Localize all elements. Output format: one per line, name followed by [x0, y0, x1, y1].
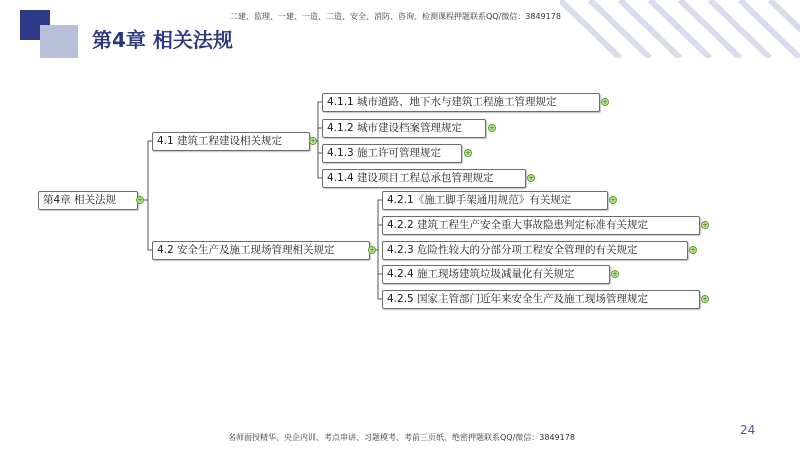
- plus-circle-icon[interactable]: +: [612, 270, 618, 278]
- mindmap-leaf-node-4-2-1[interactable]: 4.2.1《施工脚手架通用规范》有关规定: [382, 191, 608, 210]
- plus-circle-icon[interactable]: +: [702, 295, 708, 303]
- plus-circle-icon[interactable]: +: [602, 98, 608, 106]
- plus-circle-icon[interactable]: +: [369, 246, 375, 254]
- mindmap-leaf-node-4-2-2[interactable]: 4.2.2 建筑工程生产安全重大事故隐患判定标准有关规定: [382, 216, 700, 235]
- footer-contact-line: 名师面授精华、央企内训、考点串讲、习题模考、考前三页纸、绝密押题联系QQ/微信：3849178: [228, 433, 575, 442]
- plus-circle-icon[interactable]: +: [489, 124, 495, 132]
- plus-circle-icon[interactable]: +: [137, 196, 143, 204]
- mindmap-leaf-node-4-2-3[interactable]: 4.2.3 危险性较大的分部分项工程安全管理的有关规定: [382, 241, 688, 260]
- mindmap-branch-node-4-1[interactable]: 4.1 建筑工程建设相关规定: [152, 132, 310, 151]
- plus-circle-icon[interactable]: +: [465, 149, 471, 157]
- mindmap-leaf-node-4-2-4[interactable]: 4.2.4 施工现场建筑垃圾减量化有关规定: [382, 265, 610, 284]
- mindmap-leaf-node-4-1-1[interactable]: 4.1.1 城市道路、地下水与建筑工程施工管理规定: [322, 93, 600, 112]
- mindmap-leaf-node-4-1-3[interactable]: 4.1.3 施工许可管理规定: [322, 144, 462, 163]
- plus-circle-icon[interactable]: +: [610, 196, 616, 204]
- mindmap-leaf-node-4-1-2[interactable]: 4.1.2 城市建设档案管理规定: [322, 119, 486, 138]
- header-contact-line: 二建、监理、一建、一造、二造、安全、消防、咨询、检测课程押题联系QQ/微信：3849178: [230, 12, 561, 21]
- plus-circle-icon[interactable]: +: [690, 246, 696, 254]
- page-number: 24: [740, 423, 756, 437]
- mindmap-leaf-node-4-1-4[interactable]: 4.1.4 建设项目工程总承包管理规定: [322, 169, 526, 188]
- page-title: 第4章 相关法规: [92, 28, 233, 52]
- mindmap-branch-node-4-2[interactable]: 4.2 安全生产及施工现场管理相关规定: [152, 241, 370, 260]
- plus-circle-icon[interactable]: +: [702, 221, 708, 229]
- plus-circle-icon[interactable]: +: [528, 174, 534, 182]
- plus-circle-icon[interactable]: +: [310, 137, 316, 145]
- mindmap-leaf-node-4-2-5[interactable]: 4.2.5 国家主管部门近年来安全生产及施工现场管理规定: [382, 290, 700, 309]
- mindmap-root-node[interactable]: 第4章 相关法规: [38, 191, 138, 210]
